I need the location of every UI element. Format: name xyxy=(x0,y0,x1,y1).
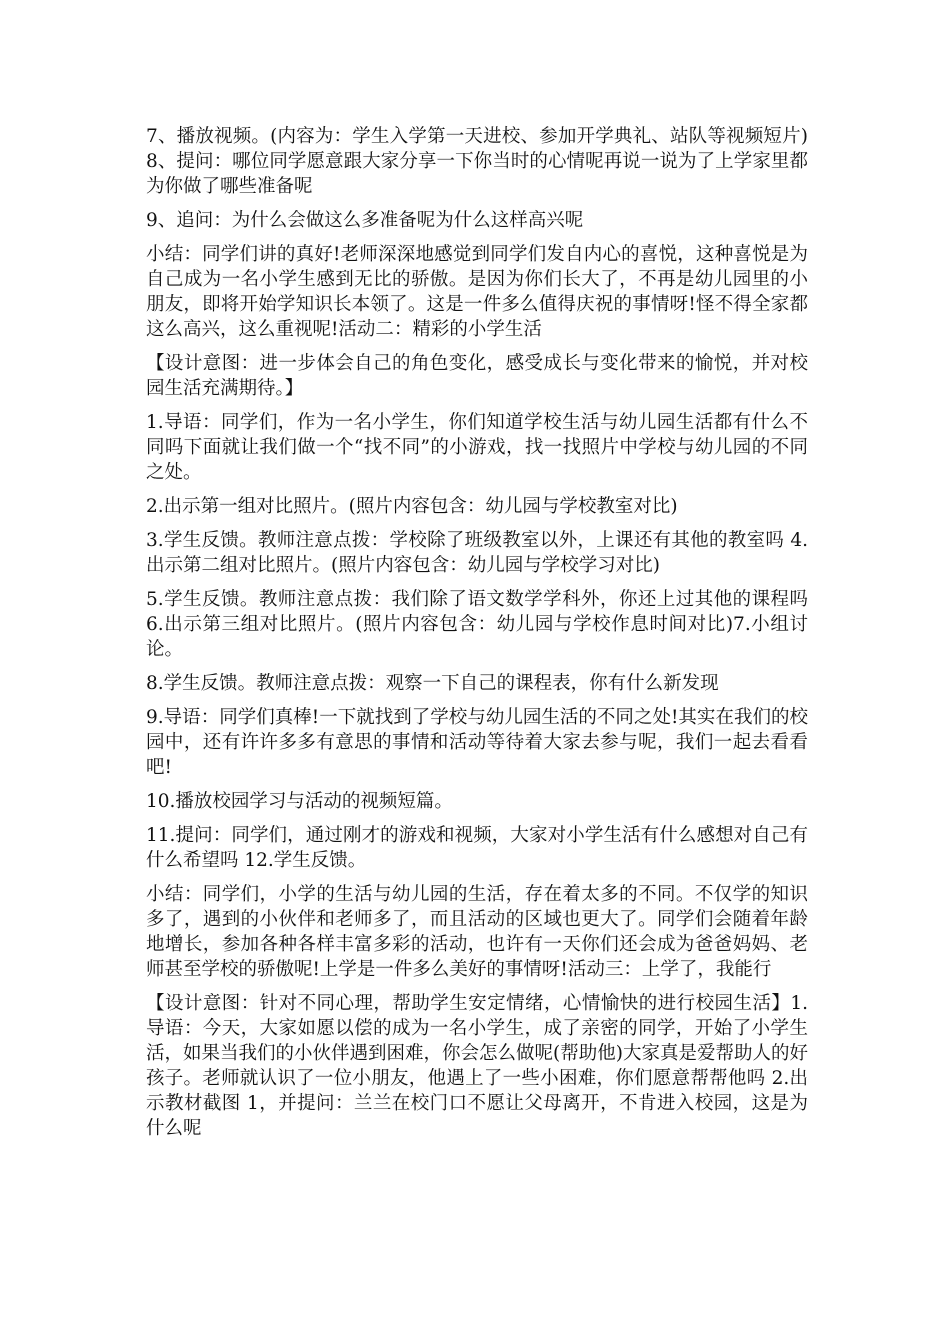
paragraph: 3.学生反馈。教师注意点拨：学校除了班级教室以外，上课还有其他的教室吗 4.出示第二组对比照片。(照片内容包含：幼儿园与学校学习对比) xyxy=(146,530,808,576)
paragraph: 9、追问：为什么会做这么多准备呢为什么这样高兴呢 xyxy=(146,210,584,231)
paragraph: 小结：同学们，小学的生活与幼儿园的生活，存在着太多的不同。不仅学的知识多了，遇到的小伙伴和老师多了，而且活动的区域也更大了。同学们会随着年龄地增长，参加各种各样丰富多彩的活动，也许有一天你们还会成为爸爸妈妈、老师甚至学校的骄傲呢!上学是一件多么美好的事情呀!活动三：上学了，我能行 xyxy=(146,884,808,980)
paragraph: 2.出示第一组对比照片。(照片内容包含：幼儿园与学校教室对比) xyxy=(146,496,678,517)
paragraph: 9.导语：同学们真棒!一下就找到了学校与幼儿园生活的不同之处!其实在我们的校园中，还有许许多多有意思的事情和活动等待着大家去参与呢，我们一起去看看吧! xyxy=(146,707,808,778)
paragraph: 【设计意图：针对不同心理，帮助学生安定情绪，心情愉快的进行校园生活】1.导语：今天，大家如愿以偿的成为一名小学生，成了亲密的同学，开始了小学生活，如果当我们的小伙伴遇到困难，你会怎么做呢(帮助他)大家真是爱帮助人的好孩子。老师就认识了一位小朋友，他遇上了一些小困难，你们愿意帮帮他吗 2.出示教材截图 1，并提问：兰兰在校门口不愿让父母离开，不肯进入校园，这是为什么呢 xyxy=(146,993,808,1139)
paragraph: 【设计意图：进一步体会自己的角色变化，感受成长与变化带来的愉悦，并对校园生活充满期待。】 xyxy=(146,353,808,399)
paragraph: 1.导语：同学们，作为一名小学生，你们知道学校生活与幼儿园生活都有什么不同吗下面就让我们做一个“找不同”的小游戏，找一找照片中学校与幼儿园的不同之处。 xyxy=(146,412,808,483)
paragraph: 10.播放校园学习与活动的视频短篇。 xyxy=(146,791,453,812)
paragraph: 11.提问：同学们，通过刚才的游戏和视频，大家对小学生活有什么感想对自己有什么希望吗 12.学生反馈。 xyxy=(146,825,808,871)
paragraph: 5.学生反馈。教师注意点拨：我们除了语文数学学科外，你还上过其他的课程吗 6.出示第三组对比照片。(照片内容包含：幼儿园与学校作息时间对比)7.小组讨论。 xyxy=(146,589,808,660)
paragraph: 7、播放视频。(内容为：学生入学第一天进校、参加开学典礼、站队等视频短片)8、提问：哪位同学愿意跟大家分享一下你当时的心情呢再说一说为了上学家里都为你做了哪些准备呢 xyxy=(146,126,808,197)
paragraph: 小结：同学们讲的真好!老师深深地感觉到同学们发自内心的喜悦，这种喜悦是为自己成为一名小学生感到无比的骄傲。是因为你们长大了，不再是幼儿园里的小朋友，即将开始学知识长本领了。这是一件多么值得庆祝的事情呀!怪不得全家都这么高兴，这么重视呢!活动二：精彩的小学生活 xyxy=(146,244,808,340)
document-body xyxy=(146,124,808,1150)
paragraph: 8.学生反馈。教师注意点拨：观察一下自己的课程表，你有什么新发现 xyxy=(146,673,719,694)
